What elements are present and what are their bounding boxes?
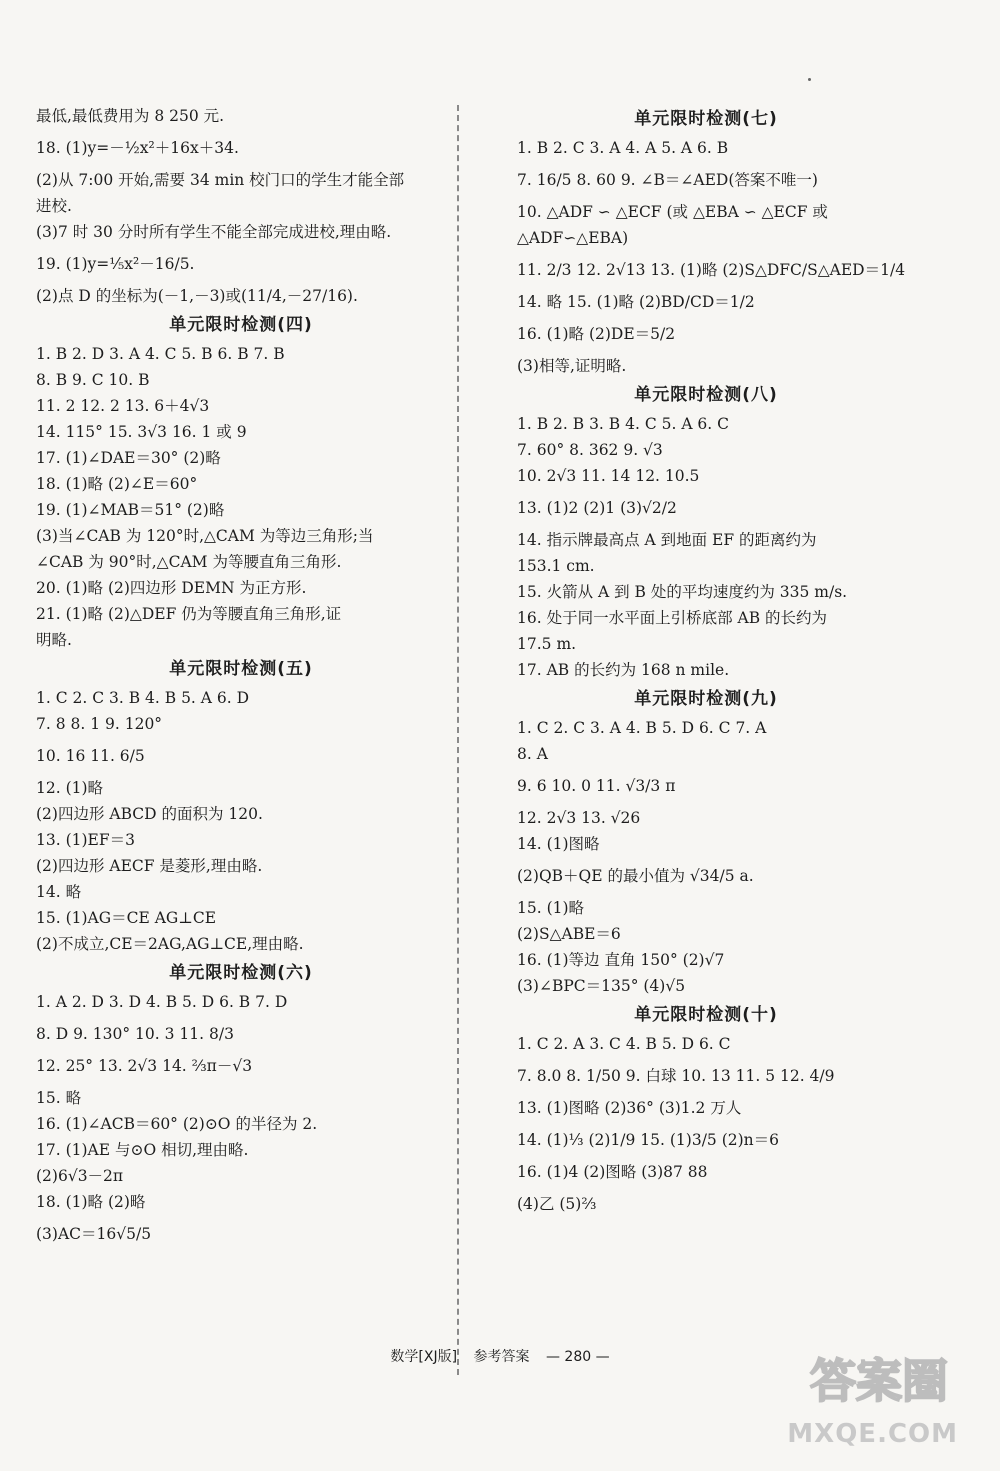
speck [808,78,811,81]
answer-line: (3)∠BPC＝135° (4)√5 [517,977,686,995]
answer-line: 1. B 2. B 3. B 4. C 5. A 6. C [517,415,730,433]
answer-line: 8. A [517,745,548,763]
answer-line: 14. (1)⅓ (2)1/9 15. (1)3/5 (2)n＝6 [517,1131,780,1149]
watermark-site: MXQE.COM [787,1419,958,1449]
answer-line: 1. C 2. A 3. C 4. B 5. D 6. C [517,1035,731,1053]
answer-line: 16. (1)∠ACB＝60° (2)⊙O 的半径为 2. [36,1115,318,1133]
answer-line: 7. 8 8. 1 9. 120° [36,715,163,733]
answer-line: (2)从 7:00 开始,需要 34 min 校门口的学生才能全部 [36,171,405,189]
section-heading: 单元限时检测(七) [634,109,778,129]
answer-line: 17. (1)∠DAE＝30° (2)略 [36,449,221,467]
answer-line: 13. (1)2 (2)1 (3)√2/2 [517,499,677,517]
left-column [36,100,446,1244]
answer-line: 21. (1)略 (2)△DEF 仍为等腰直角三角形,证 [36,605,342,623]
answer-line: (4)乙 (5)⅔ [517,1195,597,1213]
answer-line: 18. (1)略 (2)略 [36,1193,146,1211]
footer-subject: 数学[XJ版] [390,1349,458,1365]
section-heading: 单元限时检测(五) [169,659,313,679]
answer-line: 13. (1)EF＝3 [36,831,135,849]
answer-line: 1. A 2. D 3. D 4. B 5. D 6. B 7. D [36,993,288,1011]
answer-line: 14. 略 15. (1)略 (2)BD/CD＝1/2 [517,293,755,311]
footer-page-number: — 280 — [545,1349,610,1365]
right-column [517,100,906,1214]
answer-line: 16. (1)等边 直角 150° (2)√7 [517,951,725,969]
answer-line: 153.1 cm. [517,557,595,575]
answer-line: 10. 16 11. 6/5 [36,747,145,765]
answer-line: (2)四边形 AECF 是菱形,理由略. [36,857,263,875]
answer-line: 18. (1)y=－½x²＋16x＋34. [36,139,239,157]
answer-line: 明略. [36,631,72,649]
answer-line: 15. (1)略 [517,899,585,917]
answer-line: 19. (1)∠MAB＝51° (2)略 [36,501,225,519]
answer-line: 17. AB 的长约为 168 n mile. [517,661,730,679]
answer-line: 11. 2/3 12. 2√13 13. (1)略 (2)S△DFC/S△AED＝1/4 [517,261,906,279]
answer-line: 20. (1)略 (2)四边形 DEMN 为正方形. [36,579,307,597]
answer-line: 7. 8.0 8. 1/50 9. 白球 10. 13 11. 5 12. 4/9 [517,1067,835,1085]
answer-line: 7. 60° 8. 362 9. √3 [517,441,663,459]
answer-line: 1. B 2. D 3. A 4. C 5. B 6. B 7. B [36,345,285,363]
answer-line: 15. 略 [36,1089,82,1107]
answer-line: 12. (1)略 [36,779,104,797]
answer-line: (3)当∠CAB 为 120°时,△CAM 为等边三角形;当 [36,527,374,545]
answer-line: ∠CAB 为 90°时,△CAM 为等腰直角三角形. [36,553,342,571]
section-heading: 单元限时检测(四) [169,315,313,335]
section-heading: 单元限时检测(六) [169,963,313,983]
answer-line: 14. 略 [36,883,82,901]
answer-line: △ADF∽△EBA) [517,229,629,247]
answer-line: 9. 6 10. 0 11. √3/3 π [517,777,676,795]
answer-line: 1. C 2. C 3. A 4. B 5. D 6. C 7. A [517,719,767,737]
answer-line: 10. △ADF ∽ △ECF (或 △EBA ∽ △ECF 或 [517,203,828,221]
section-heading: 单元限时检测(九) [634,689,778,709]
answer-line: (3)AC＝16√5/5 [36,1225,152,1243]
answer-line: 19. (1)y=⅕x²－16/5. [36,255,195,273]
answer-line: (2)不成立,CE＝2AG,AG⊥CE,理由略. [36,935,304,953]
answer-line: (2)QB＋QE 的最小值为 √34/5 a. [517,867,754,885]
answer-line: 15. (1)AG＝CE AG⊥CE [36,909,217,927]
answer-line: 进校. [36,197,72,215]
answer-line: 12. 2√3 13. √26 [517,809,641,827]
answer-line: 最低,最低费用为 8 250 元. [36,107,225,125]
answer-line: 15. 火箭从 A 到 B 处的平均速度约为 335 m/s. [517,583,848,601]
watermark [787,1345,982,1463]
answer-line: 17.5 m. [517,635,577,653]
answer-line: 16. 处于同一水平面上引桥底部 AB 的长约为 [517,609,828,627]
answer-line: 14. 指示牌最高点 A 到地面 EF 的距离约为 [517,531,817,549]
answer-line: 13. (1)图略 (2)36° (3)1.2 万人 [517,1099,742,1117]
section-heading: 单元限时检测(八) [634,385,778,405]
answer-line: 14. (1)图略 [517,835,600,853]
answer-line: (3)7 时 30 分时所有学生不能全部完成进校,理由略. [36,223,392,241]
answer-line: (2)四边形 ABCD 的面积为 120. [36,805,263,823]
answer-line: 8. D 9. 130° 10. 3 11. 8/3 [36,1025,234,1043]
answer-line: 11. 2 12. 2 13. 6＋4√3 [36,397,210,415]
footer-label: 参考答案 [473,1349,530,1365]
column-divider [457,105,459,1375]
answer-line: 7. 16/5 8. 60 9. ∠B＝∠AED(答案不唯一) [517,171,818,189]
answer-line: 8. B 9. C 10. B [36,371,150,389]
answer-line: (2)S△ABE＝6 [517,925,621,943]
watermark-logo: 答案圈 [810,1354,948,1408]
answer-line: 1. B 2. C 3. A 4. A 5. A 6. B [517,139,729,157]
answer-line: 16. (1)4 (2)图略 (3)87 88 [517,1163,708,1181]
answer-line: 16. (1)略 (2)DE＝5/2 [517,325,676,343]
section-heading: 单元限时检测(十) [634,1005,778,1025]
answer-line: 12. 25° 13. 2√3 14. ⅔π－√3 [36,1057,253,1075]
answer-line: 17. (1)AE 与⊙O 相切,理由略. [36,1141,249,1159]
answer-line: (2)6√3－2π [36,1167,124,1185]
answer-line: 14. 115° 15. 3√3 16. 1 或 9 [36,423,247,441]
answer-line: (3)相等,证明略. [517,357,627,375]
answer-line: (2)点 D 的坐标为(－1,－3)或(11/4,－27/16). [36,287,358,305]
answer-line: 10. 2√3 11. 14 12. 10.5 [517,467,700,485]
answer-line: 1. C 2. C 3. B 4. B 5. A 6. D [36,689,250,707]
answer-line: 18. (1)略 (2)∠E＝60° [36,475,198,493]
